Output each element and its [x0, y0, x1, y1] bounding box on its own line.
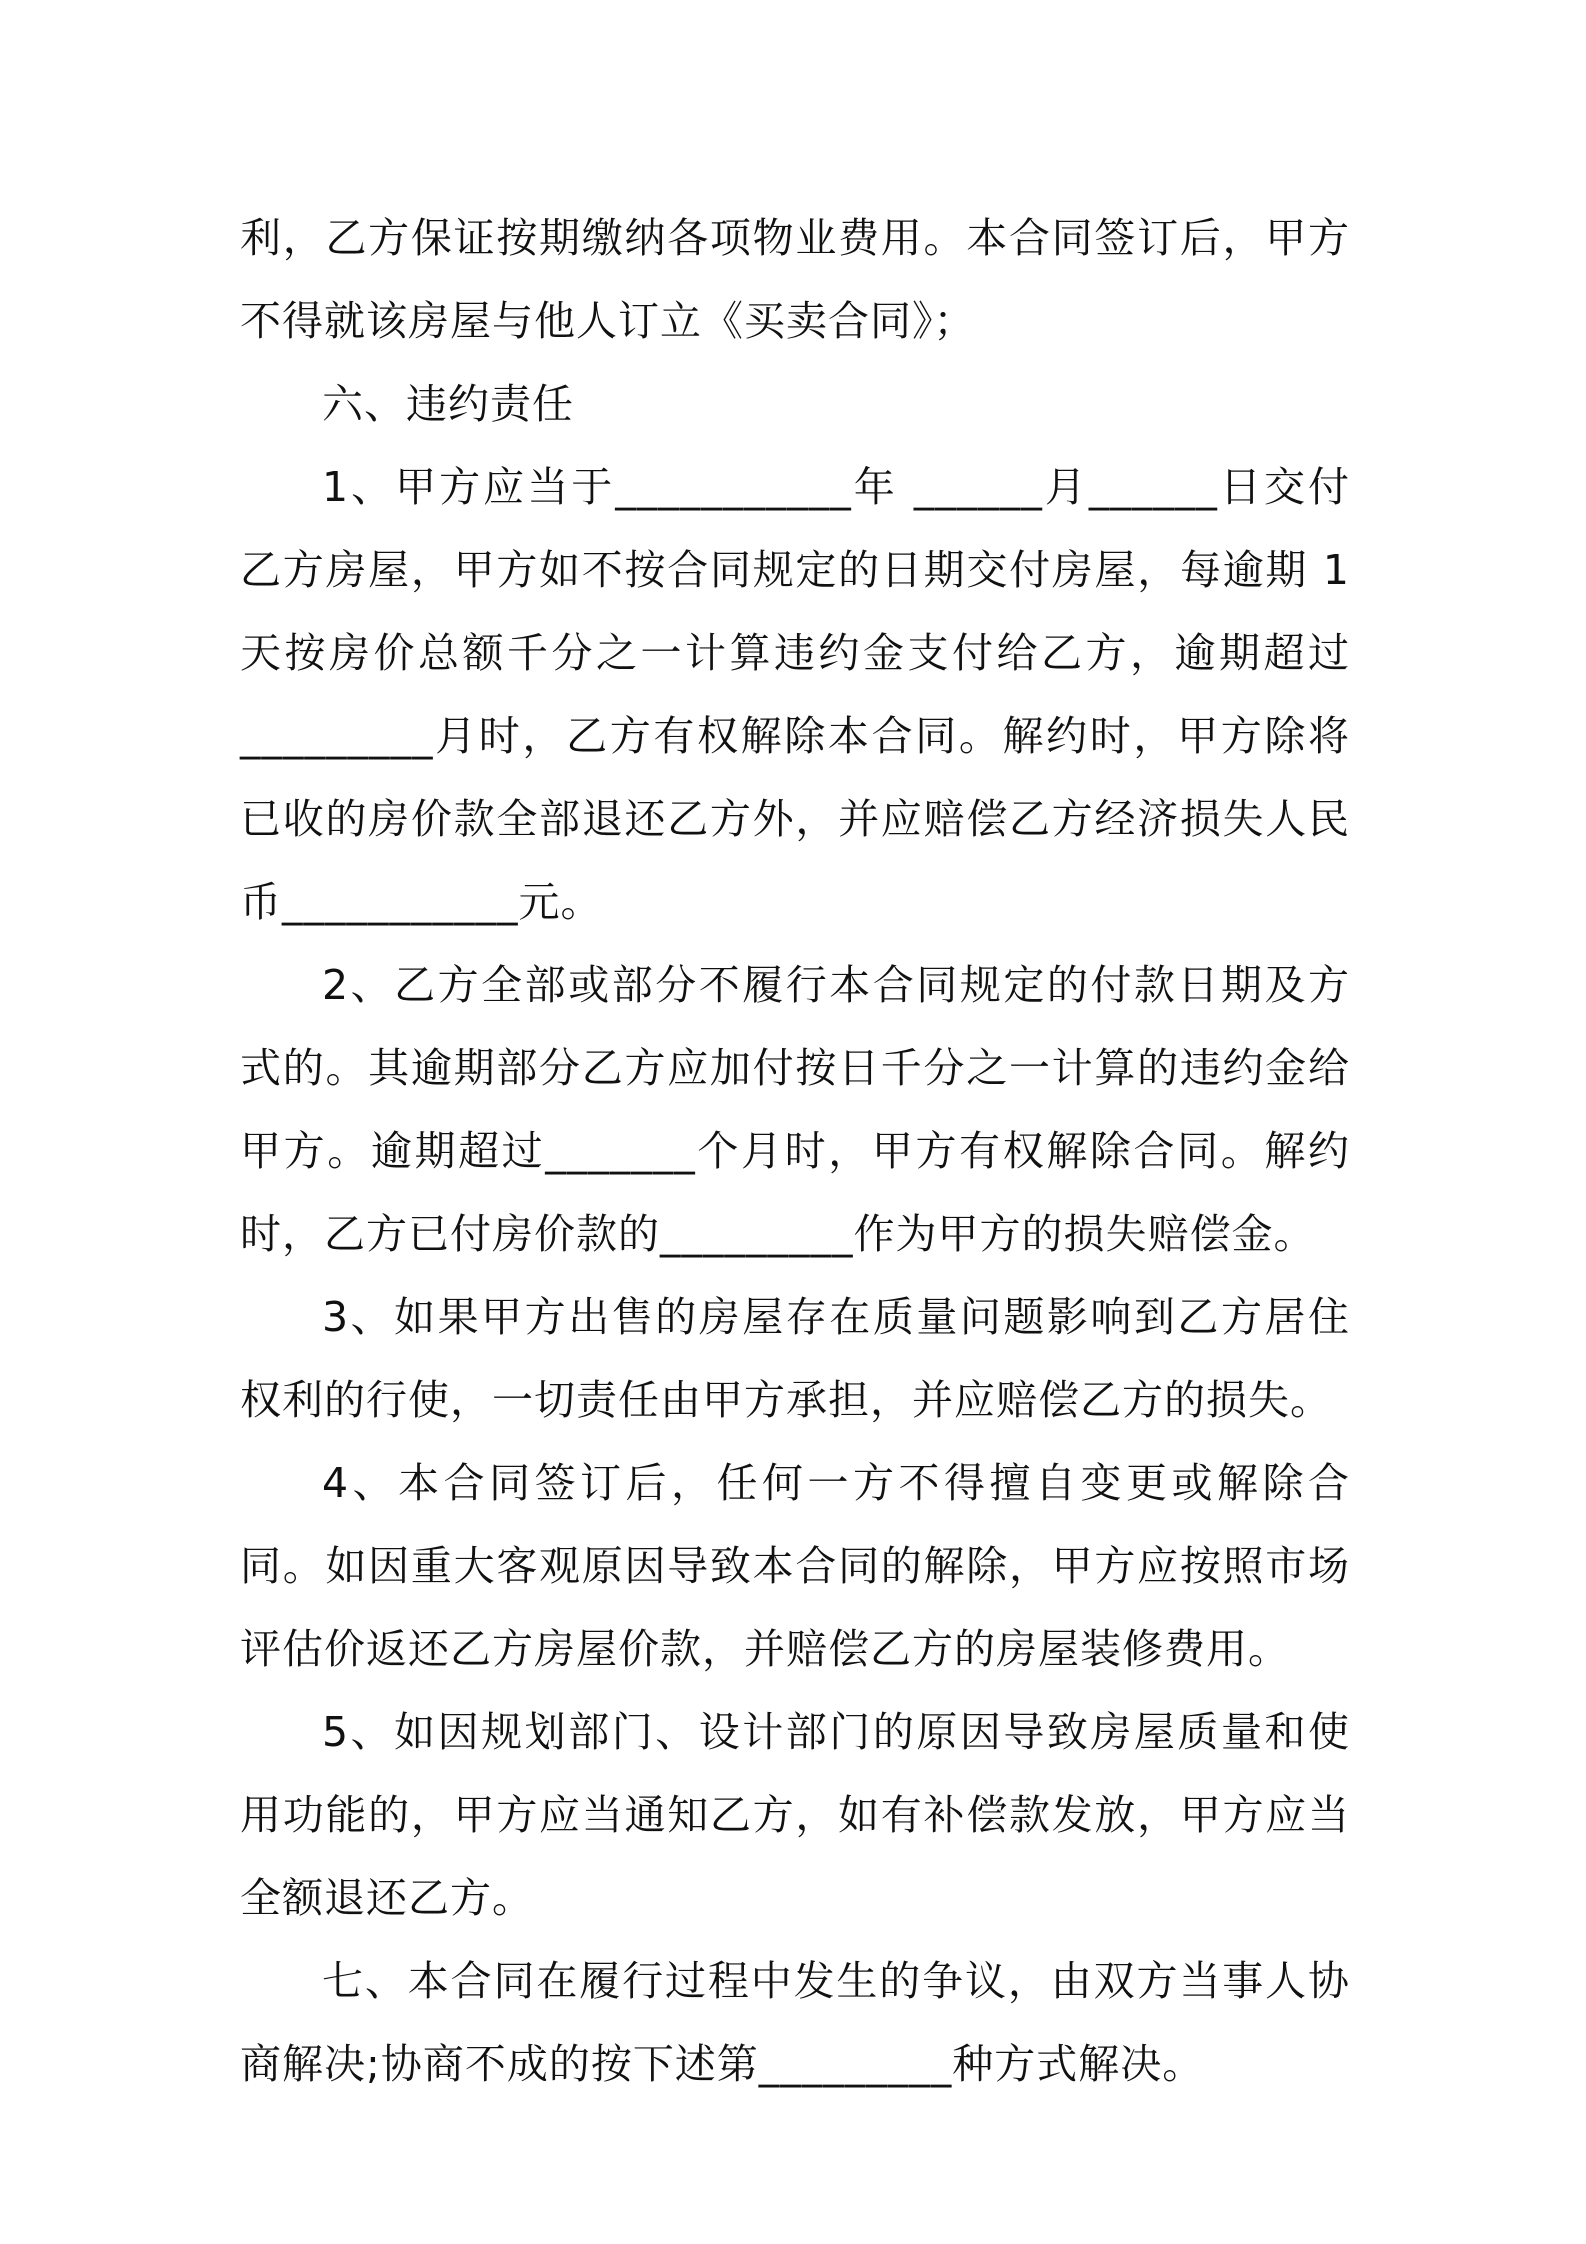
clause-4-contract-change: 4、本合同签订后，任何一方不得擅自变更或解除合同。如因重大客观原因导致本合同的解除，甲方应按照市场评估价返还乙方房屋价款，并赔偿乙方的房屋装修费用。: [240, 1459, 1350, 1673]
paragraph-continuation: 利，乙方保证按期缴纳各项物业费用。本合同签订后，甲方不得就该房屋与他人订立《买卖合同》；: [240, 214, 1350, 345]
clause-2-payment-default: 2、乙方全部或部分不履行本合同规定的付款日期及方式的。其逾期部分乙方应加付按日千分之一计算的违约金给甲方。逾期超过_______个月时，甲方有权解除合同。解约时，乙方已付房价款的_________作为甲方的损失赔偿金。: [240, 961, 1350, 1258]
clause-3-quality-issues: 3、如果甲方出售的房屋存在质量问题影响到乙方居住权利的行使，一切责任由甲方承担，并应赔偿乙方的损失。: [240, 1293, 1350, 1424]
document-body: [240, 197, 1350, 2106]
clause-5-planning-causes: 5、如因规划部门、设计部门的原因导致房屋质量和使用功能的，甲方应当通知乙方，如有补偿款发放，甲方应当全额退还乙方。: [240, 1708, 1350, 1922]
clause-1-delivery-delay: 1、甲方应当于___________年 ______月______日交付乙方房屋，甲方如不按合同规定的日期交付房屋，每逾期 1 天按房价总额千分之一计算违约金支付给乙方，逾期超过_________月时，乙方有权解除本合同。解约时，甲方除将已收的房价款全部退还乙方外，并应赔偿乙方经济损失人民币___________元。: [240, 463, 1350, 926]
section-7-dispute-resolution: 七、本合同在履行过程中发生的争议，由双方当事人协商解决;协商不成的按下述第_________种方式解决。: [240, 1957, 1350, 2088]
section-heading-breach-liability: 六、违约责任: [322, 380, 574, 428]
